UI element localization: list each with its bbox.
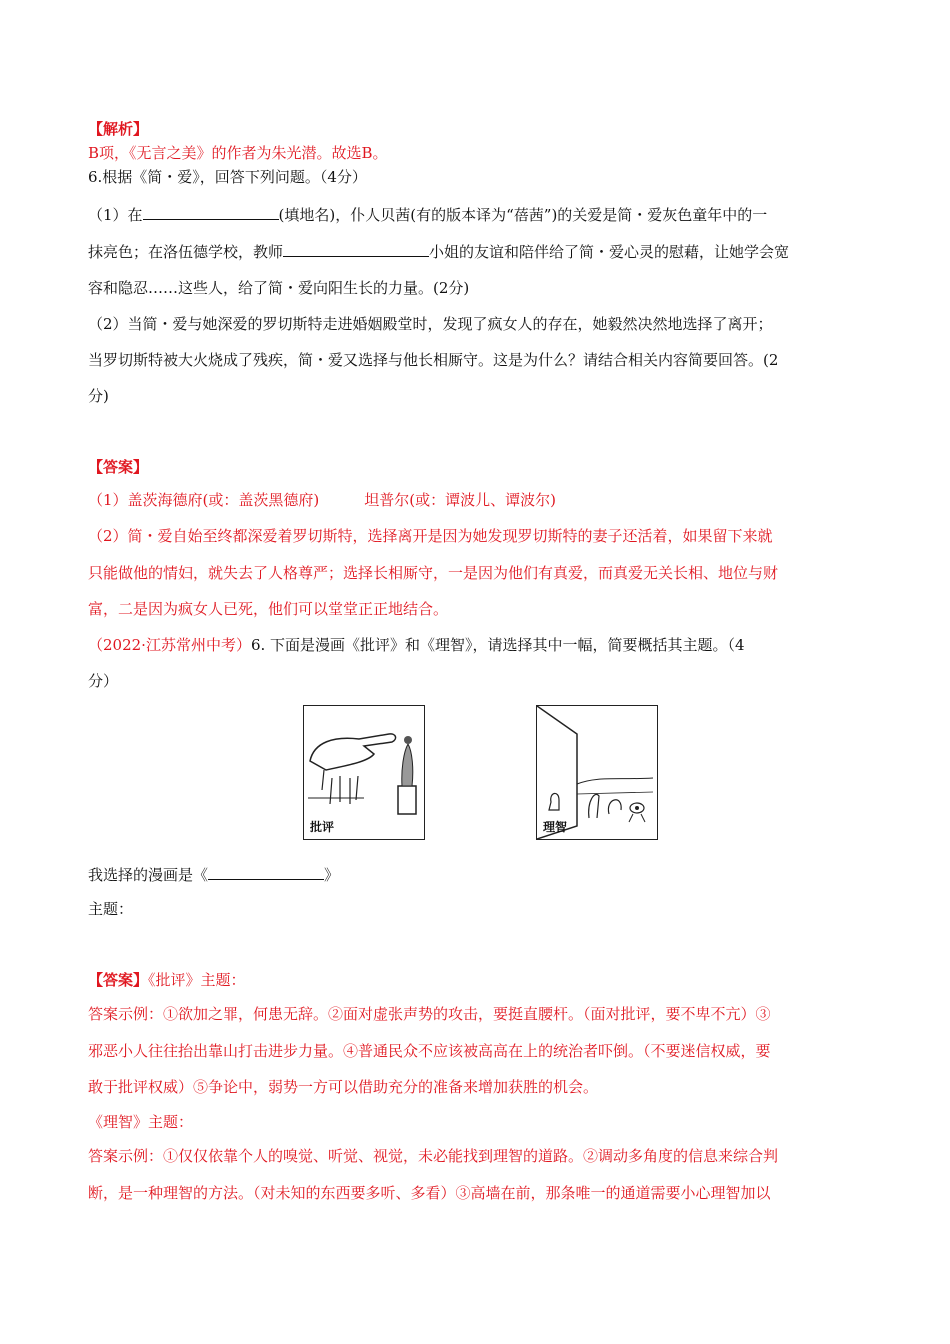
answer-part1: （1）盖茨海德府(或：盖茨黑德府) 坦普尔(或：谭波儿、谭波尔) [88, 491, 556, 509]
question-6-part1-line1: （1）在 (填地名)，仆人贝茜(有的版本译为“蓓茜”)的关爱是简・爱灰色童年中的一 [88, 206, 768, 224]
answer2-heading: 【答案】 [88, 971, 149, 989]
answer-heading: 【答案】 [88, 458, 149, 476]
analysis-heading: 【解析】 [88, 120, 149, 138]
answer2-line1: 答案示例：①欲加之罪，何患无辞。②面对虚张声势的攻击，要挺直腰杆。（面对批评，要不卑不亢）③ [88, 1005, 771, 1023]
comic-criticism [303, 705, 425, 840]
comic-reason-label: 理智 [543, 820, 568, 834]
question-6-part2-line2: 当罗切斯特被大火烧成了残疾，简・爱又选择与他长相厮守。这是为什么？请结合相关内容简要回答。(2 [88, 351, 779, 369]
answer-part2-line2: 只能做他的情妇，就失去了人格尊严；选择长相厮守，一是因为他们有真爱，而真爱无关长相、地位与财 [88, 564, 779, 582]
answer2-line4: 答案示例：①仅仅依靠个人的嗅觉、听觉、视觉，未必能找到理智的道路。②调动多角度的信息来综合判 [88, 1147, 779, 1165]
analysis-text: B项，《无言之美》的作者为朱光潜。故选B。 [88, 144, 388, 162]
theme-label: 主题： [88, 900, 134, 918]
question-6b-line1: （2022·江苏常州中考）6. 下面是漫画《批评》和《理智》，请选择其中一幅，简要概括其主题。（4 [88, 636, 745, 654]
answer2-heading-line: 【答案】《批评》主题： [88, 971, 246, 989]
answer2-line2: 邪恶小人往往抬出靠山打击进步力量。④普通民众不应该被高高在上的统治者吓倒。（不要迷信权威，要 [88, 1042, 771, 1060]
question-6-part2-line3: 分) [88, 387, 109, 405]
question-6-part1-line2: 抹亮色；在洛伍德学校，教师 小姐的友谊和陪伴给了简・爱心灵的慰藉，让她学会宽 [88, 243, 790, 261]
question-6b-line2: 分） [88, 672, 119, 690]
answer-part2-line1: （2）简・爱自始至终都深爱着罗切斯特，选择离开是因为她发现罗切斯特的妻子还活着，如果留下来就 [88, 527, 773, 545]
question-source: （2022·江苏常州中考） [88, 636, 251, 654]
answer2-line5: 断，是一种理智的方法。（对未知的东西要多听、多看）③高墙在前，那条唯一的通道需要小心理智加以 [88, 1184, 771, 1202]
reason-theme-heading: 《理智》主题： [88, 1113, 194, 1131]
question-6-title: 6.根据《简・爱》，回答下列问题。（4分） [88, 168, 367, 186]
comic-reason [536, 705, 658, 840]
choose-comic-line: 我选择的漫画是《 》 [88, 866, 340, 884]
place-answer-blank[interactable] [143, 204, 279, 220]
comic-choice-blank[interactable] [208, 864, 324, 880]
answer2-line3: 敢于批评权威）⑤争论中，弱势一方可以借助充分的准备来增加获胜的机会。 [88, 1078, 599, 1096]
comic-criticism-label: 批评 [310, 820, 335, 834]
question-6-part1-line3: 容和隐忍……这些人，给了简・爱向阳生长的力量。(2分) [88, 279, 470, 297]
teacher-answer-blank[interactable] [283, 241, 429, 257]
question-6-part2-line1: （2）当简・爱与她深爱的罗切斯特走进婚姻殿堂时，发现了疯女人的存在，她毅然决然地选择了离开； [88, 315, 773, 333]
answer-part2-line3: 富，二是因为疯女人已死，他们可以堂堂正正地结合。 [88, 600, 449, 618]
